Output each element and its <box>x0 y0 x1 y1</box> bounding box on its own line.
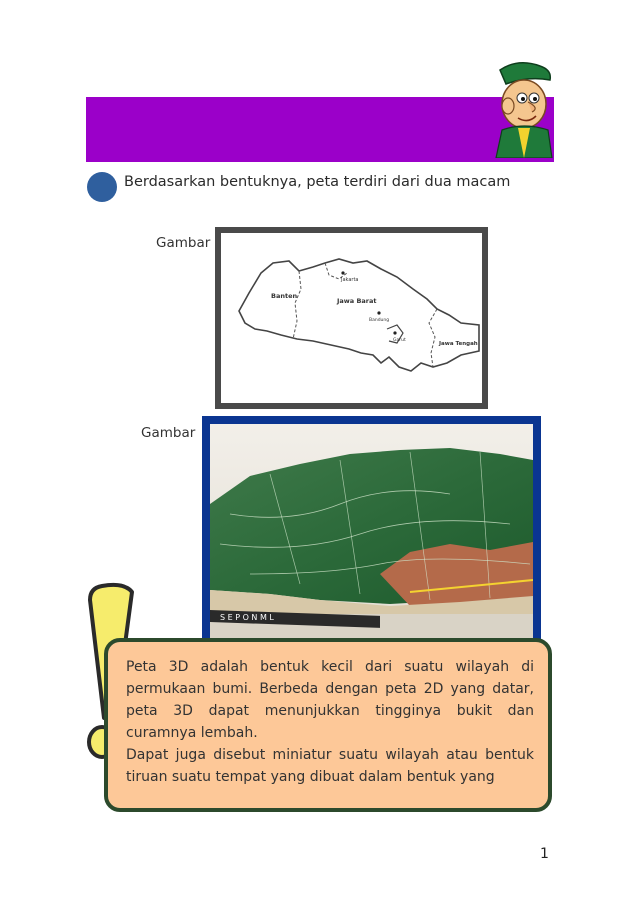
garut-dot <box>393 331 396 334</box>
label-jawa-barat: Jawa Barat <box>337 297 377 305</box>
label-banten: Banten <box>271 292 298 300</box>
jakarta-dot <box>341 271 344 274</box>
map-2d-figure <box>215 227 488 409</box>
ruler-text: S E P O N M L <box>220 613 274 622</box>
intro-text: Berdasarkan bentuknya, peta terdiri dari dua macam <box>124 174 511 190</box>
bullet-circle-icon <box>87 172 117 202</box>
page-number: 1 <box>540 846 549 862</box>
label-jawa-tengah: Jawa Tengah <box>439 341 478 347</box>
figure-2-caption: Gambar <box>141 425 196 441</box>
note-paragraph-2: Dapat juga disebut miniatur suatu wilayah atau bentuk tiruan suatu tempat yang dibuat dalam bentuk yang <box>126 747 534 785</box>
mascot-boy-icon <box>488 58 558 158</box>
bandung-dot <box>377 311 380 314</box>
map-outline <box>239 259 479 371</box>
border-banten <box>293 271 301 339</box>
label-bandung: Bandung <box>369 318 390 323</box>
map-2d-drawing <box>221 233 482 403</box>
border-jawa-tengah <box>429 309 437 367</box>
note-paragraph-1: Peta 3D adalah bentuk kecil dari suatu wilayah di permukaan bumi. Berbeda dengan peta 2D yang datar, peta 3D dapat menunjukkan tingginya bukit dan curamnya lembah. <box>126 659 534 741</box>
header-bar <box>86 97 554 162</box>
map-3d-drawing <box>210 424 533 642</box>
label-garut: Garut <box>393 338 406 343</box>
label-jakarta: Jakarta <box>341 277 359 283</box>
map-3d-photo <box>202 416 541 650</box>
figure-1-caption: Gambar <box>156 235 211 251</box>
note-box <box>104 638 552 812</box>
